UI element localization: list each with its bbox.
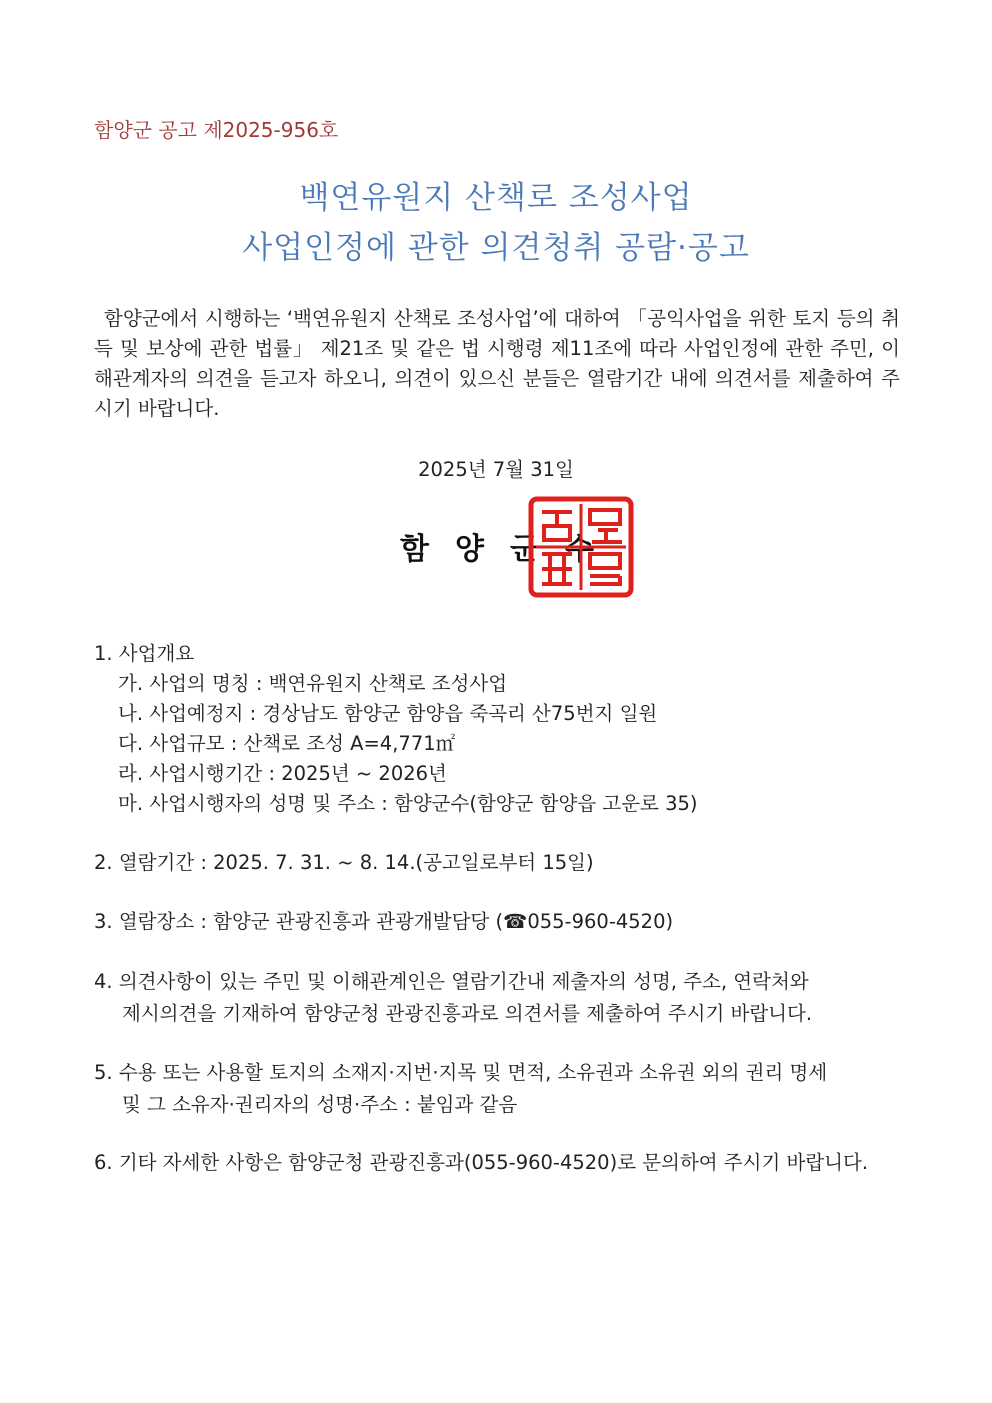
list-item: 가. 사업의 명칭 : 백연유원지 산책로 조성사업 <box>118 672 508 695</box>
section-opinion-submission <box>94 966 900 1030</box>
item-number: 4. <box>94 970 113 993</box>
document-title-line2: 사업인정에 관한 의견청취 공람·공고 <box>242 230 750 266</box>
item-text: 기타 자세한 사항은 함양군청 관광진흥과(055-960-4520)로 문의하여 주시기 바랍니다. <box>118 1151 869 1174</box>
item-text: 열람장소 : 함양군 관광진흥과 관광개발담당 (☎055-960-4520) <box>118 910 674 933</box>
section-land-details <box>94 1057 900 1121</box>
issuer-name: 함양군수 <box>400 532 620 567</box>
item-number: 6. <box>94 1151 113 1174</box>
section-inspection-period <box>94 847 900 879</box>
item-text-line2: 및 그 소유자·권리자의 성명·주소 : 붙임과 같음 <box>122 1093 518 1116</box>
section-other-inquiries <box>94 1147 900 1179</box>
list-item: 마. 사업시행자의 성명 및 주소 : 함양군수(함양군 함양읍 고운로 35) <box>118 792 698 815</box>
list-item: 라. 사업시행기간 : 2025년 ~ 2026년 <box>118 762 447 785</box>
list-item: 다. 사업규모 : 산책로 조성 A=4,771㎡ <box>118 732 456 755</box>
item-text-line1: 수용 또는 사용할 토지의 소재지·지번·지목 및 면적, 소유권과 소유권 외의 권리 명세 <box>118 1061 828 1084</box>
notice-number: 함양군 공고 제2025-956호 <box>94 118 339 142</box>
notice-date: 2025년 7월 31일 <box>418 458 574 481</box>
item-text: 열람기간 : 2025. 7. 31. ~ 8. 14.(공고일로부터 15일) <box>118 851 594 874</box>
section-project-overview <box>94 639 904 819</box>
item-number: 5. <box>94 1061 113 1084</box>
official-seal-icon <box>528 496 634 598</box>
item-text-line1: 의견사항이 있는 주민 및 이해관계인은 열람기간내 제출자의 성명, 주소, 연락처와 <box>118 970 809 993</box>
item-number: 3. <box>94 910 113 933</box>
section-heading: 1. 사업개요 <box>94 642 195 665</box>
intro-paragraph: 함양군에서 시행하는 ‘백연유원지 산책로 조성사업’에 대하여 「공익사업을 위한 토지 등의 취득 및 보상에 관한 법률」 제21조 및 같은 법 시행령 제11조에 따라 사업인정에 관한 주민, 이해관계자의 의견을 듣고자 하오니, 의견이 있으신 분들은 열람기간 내에 의견서를 제출하여 주시기 바랍니다. <box>94 307 900 420</box>
item-text-line2: 제시의견을 기재하여 함양군청 관광진흥과로 의견서를 제출하여 주시기 바랍니다. <box>122 1002 813 1025</box>
section-inspection-place <box>94 906 900 938</box>
item-number: 2. <box>94 851 113 874</box>
list-item: 나. 사업예정지 : 경상남도 함양군 함양읍 죽곡리 산75번지 일원 <box>118 702 658 725</box>
document-title-line1: 백연유원지 산책로 조성사업 <box>299 180 693 216</box>
